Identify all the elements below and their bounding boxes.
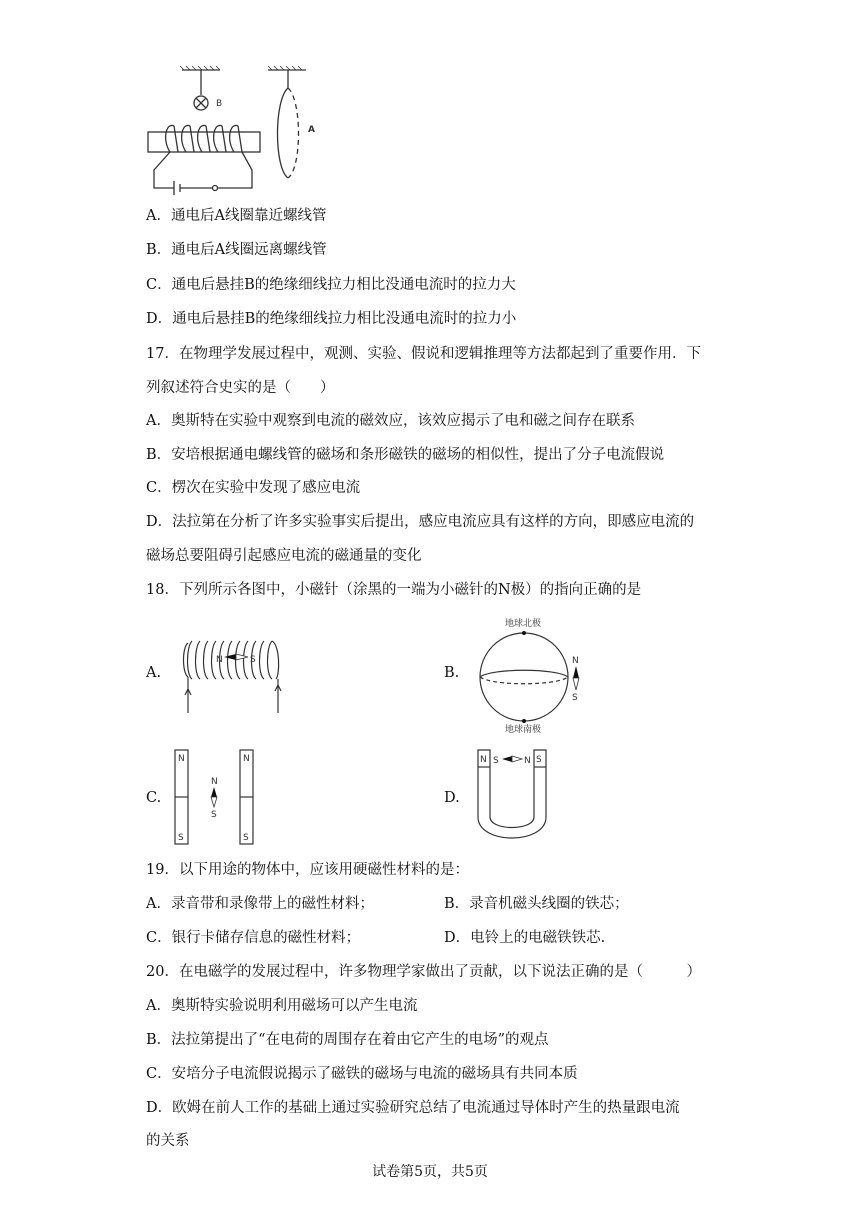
q16-option-a: A．通电后A线圈靠近螺线管 — [146, 208, 327, 224]
q18-c-left-s: S — [178, 833, 184, 843]
q18-a-s: S — [250, 655, 256, 665]
q18-label-c: C. — [146, 790, 162, 806]
q17-stem-line2: 列叙述符合史实的是（ ） — [146, 380, 335, 396]
q18-c-right-n: N — [243, 754, 250, 764]
q19-option-c: C．银行卡储存信息的磁性材料； — [146, 930, 361, 946]
q16-option-b: B．通电后A线圈远离螺线管 — [146, 242, 327, 258]
q18-d-needle-s: S — [493, 756, 499, 766]
q18-stem: 18．下列所示各图中，小磁针（涂黑的一端为小磁针的N极）的指向正确的是 — [146, 582, 642, 598]
q18-d-right-s: S — [536, 755, 542, 765]
label-b: B — [216, 99, 223, 109]
q18-b-n: N — [572, 656, 579, 666]
q18-figure-c-bar-magnets — [170, 747, 262, 847]
q18-c-right-s: S — [243, 833, 249, 843]
q20-option-d-line2: 的关系 — [146, 1133, 190, 1149]
q18-figure-d-u-magnet — [472, 747, 552, 847]
q20-option-a: A．奥斯特实验说明利用磁场可以产生电流 — [146, 998, 418, 1014]
q18-figure-b-earth — [472, 616, 592, 734]
q18-label-b: B. — [444, 665, 460, 681]
label-a: A — [308, 125, 315, 135]
page-footer: 试卷第5页，共5页 — [372, 1164, 488, 1180]
q17-option-a: A．奥斯特在实验中观察到电流的磁效应，该效应揭示了电和磁之间存在联系 — [146, 413, 635, 429]
q19-option-a: A．录音带和录像带上的磁性材料； — [146, 896, 374, 912]
q19-stem: 19．以下用途的物体中，应该用硬磁性材料的是： — [146, 862, 469, 878]
q18-d-needle-n: N — [524, 756, 531, 766]
q17-option-d-line2: 磁场总要阻碍引起感应电流的磁通量的变化 — [146, 548, 422, 564]
q18-figure-a-solenoid — [178, 633, 290, 718]
q18-b-south-label: 地球南极 — [505, 725, 542, 734]
q19-option-d: D．电铃上的电磁铁铁芯. — [444, 930, 606, 946]
q18-d-left-n: N — [480, 755, 487, 765]
q16-option-d: D．通电后悬挂B的绝缘细线拉力相比没通电流时的拉力小 — [146, 311, 517, 327]
q17-option-d: D．法拉第在分析了许多实验事实后提出，感应电流应具有这样的方向，即感应电流的 — [146, 514, 695, 530]
solenoid-coil-figure — [140, 60, 340, 195]
q18-b-s: S — [572, 693, 578, 703]
q18-c-needle-s: S — [211, 810, 217, 820]
q18-label-a: A. — [146, 665, 162, 681]
q18-c-left-n: N — [178, 754, 185, 764]
q20-option-c: C．安培分子电流假说揭示了磁铁的磁场与电流的磁场具有共同本质 — [146, 1066, 578, 1082]
q20-stem: 20．在电磁学的发展过程中，许多物理学家做出了贡献，以下说法正确的是（ ） — [146, 964, 701, 980]
q16-option-c: C．通电后悬挂B的绝缘细线拉力相比没通电流时的拉力大 — [146, 277, 516, 293]
q18-b-north-label: 地球北极 — [505, 619, 542, 629]
q20-option-b: B．法拉第提出了“在电荷的周围存在着由它产生的电场”的观点 — [146, 1032, 549, 1048]
q17-option-c: C．楞次在实验中发现了感应电流 — [146, 480, 361, 496]
q18-c-needle-n: N — [211, 777, 218, 787]
q17-stem-line1: 17．在物理学发展过程中，观测、实验、假说和逻辑推理等方法都起到了重要作用．下 — [146, 346, 701, 362]
q19-option-b: B．录音机磁头线圈的铁芯； — [444, 896, 629, 912]
q18-a-n: N — [216, 655, 223, 665]
q17-option-b: B．安培根据通电螺线管的磁场和条形磁铁的磁场的相似性，提出了分子电流假说 — [146, 447, 665, 463]
q18-label-d: D. — [444, 790, 460, 806]
q20-option-d: D．欧姆在前人工作的基础上通过实验研究总结了电流通过导体时产生的热量跟电流 — [146, 1100, 680, 1116]
